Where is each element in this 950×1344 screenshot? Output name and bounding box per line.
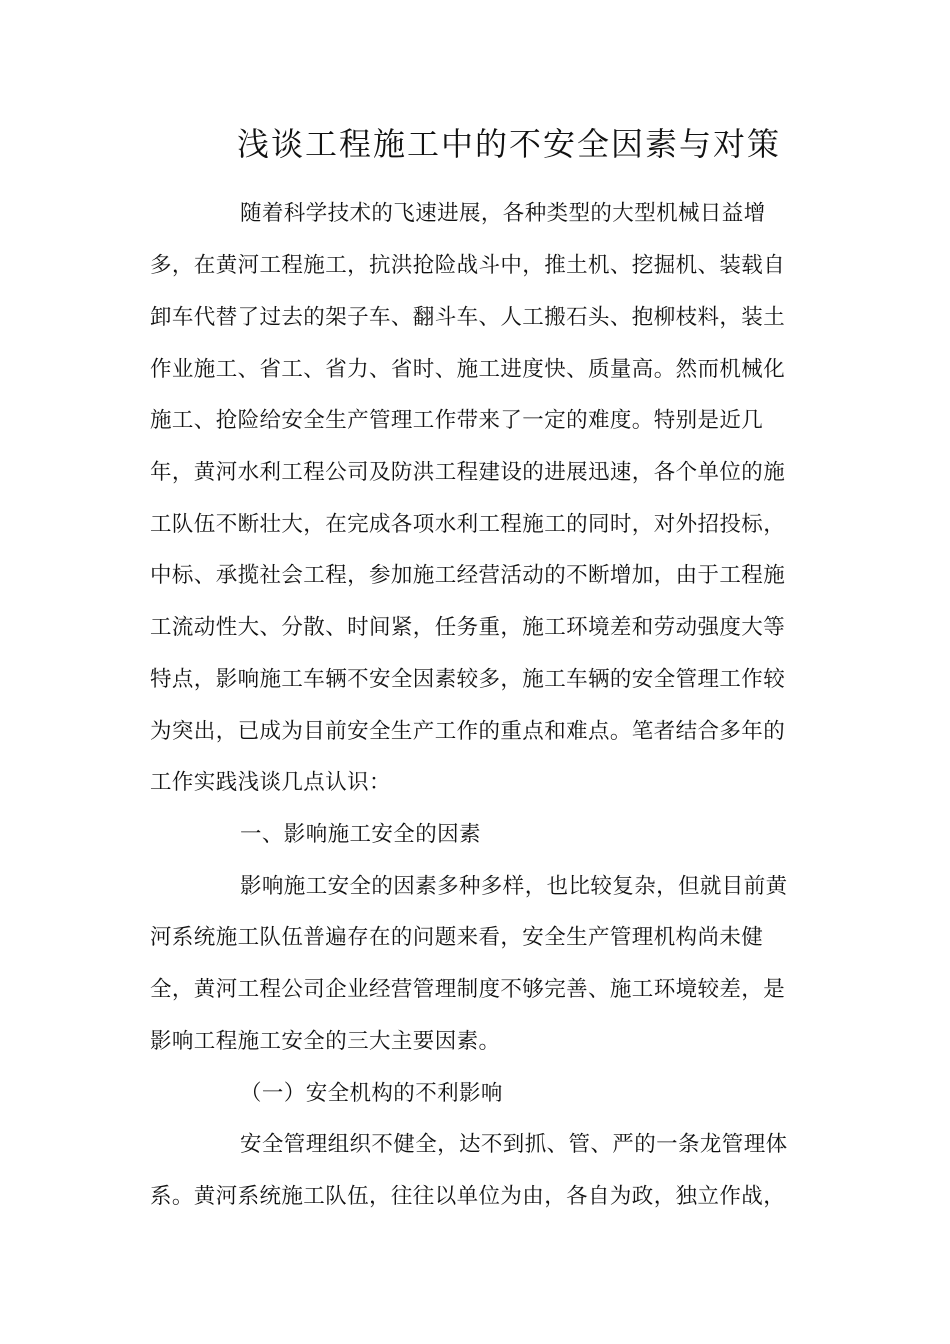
paragraph-line: 卸车代替了过去的架子车、翻斗车、人工搬石头、抱柳枝料，装土 bbox=[150, 305, 786, 330]
paragraph-line: 特点，影响施工车辆不安全因素较多，施工车辆的安全管理工作较 bbox=[150, 667, 786, 692]
document-title: 浅谈工程施工中的不安全因素与对策 bbox=[236, 125, 781, 163]
paragraph-line: 安全管理组织不健全，达不到抓、管、严的一条龙管理体 bbox=[240, 1132, 788, 1157]
paragraph-line: 全，黄河工程公司企业经营管理制度不够完善、施工环境较差，是 bbox=[150, 977, 786, 1002]
paragraph-line: 多，在黄河工程施工，抗洪抢险战斗中，推土机、挖掘机、装载自 bbox=[150, 253, 786, 278]
paragraph-line: 工队伍不断壮大，在完成各项水利工程施工的同时，对外招投标， bbox=[150, 512, 786, 537]
paragraph-line: 影响工程施工安全的三大主要因素。 bbox=[150, 1029, 501, 1054]
paragraph-line: 随着科学技术的飞速进展，各种类型的大型机械日益增 bbox=[240, 201, 766, 226]
paragraph-line: 年，黄河水利工程公司及防洪工程建设的进展迅速，各个单位的施 bbox=[150, 460, 786, 485]
paragraph-line: 系。黄河系统施工队伍，往往以单位为由，各自为政，独立作战， bbox=[150, 1184, 786, 1209]
paragraph-line: 为突出，已成为目前安全生产工作的重点和难点。笔者结合多年的 bbox=[150, 719, 786, 744]
paragraph-line: 影响施工安全的因素多种多样，也比较复杂，但就目前黄 bbox=[240, 874, 788, 899]
paragraph-line: 河系统施工队伍普遍存在的问题来看，安全生产管理机构尚未健 bbox=[150, 925, 764, 950]
subsection-heading: （一）安全机构的不利影响 bbox=[240, 1081, 503, 1106]
paragraph-line: 工作实践浅谈几点认识： bbox=[150, 770, 391, 795]
section-heading: 一、影响施工安全的因素 bbox=[240, 822, 481, 847]
paragraph-line: 施工、抢险给安全生产管理工作带来了一定的难度。特别是近几 bbox=[150, 408, 764, 433]
paragraph-line: 工流动性大、分散、时间紧，任务重，施工环境差和劳动强度大等 bbox=[150, 615, 786, 640]
paragraph-line: 作业施工、省工、省力、省时、施工进度快、质量高。然而机械化 bbox=[150, 357, 786, 382]
paragraph-line: 中标、承揽社会工程，参加施工经营活动的不断增加，由于工程施 bbox=[150, 563, 786, 588]
